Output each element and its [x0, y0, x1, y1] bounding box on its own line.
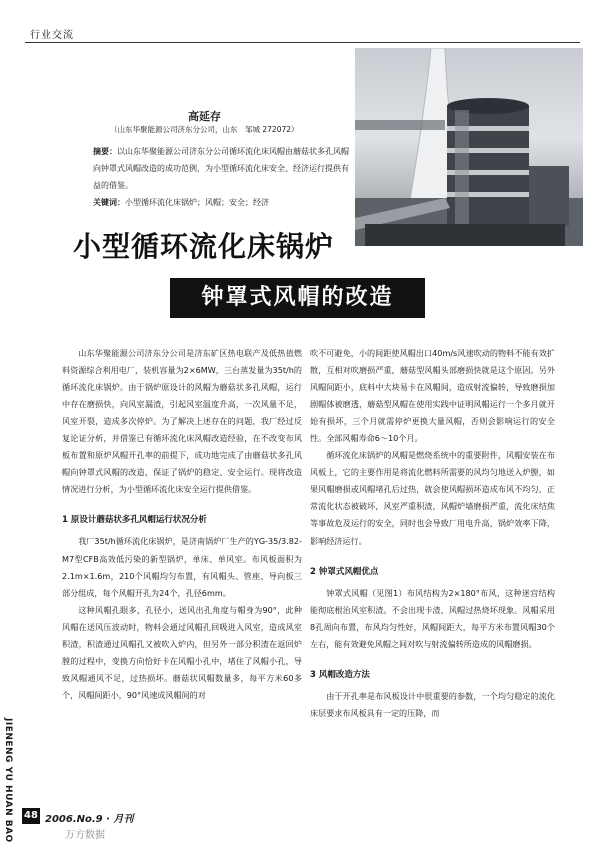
keywords-text: 小型循环流化床锅炉；风帽；安全；经济 [125, 198, 269, 207]
page-number: 48 [24, 810, 38, 821]
section-1-paragraph-4: 循环流化床锅炉的风帽是燃烧系统中的重要附件，风帽安装在布风板上，它的主要作用是将流化燃料所需要的风均匀地送入炉膛，如果风帽磨损或风帽堵孔后过热，就会使风帽损坏造成布风不均匀，正常流化状态被破坏，风室严重积渣，风帽炉墙磨损严重，流化床结焦等事故危及运行的安全，同时也会导致厂用电升高，锅炉效率下降，影响经济运行。 [310, 450, 555, 546]
keywords [93, 194, 355, 211]
section-3-paragraph-1: 由于开孔率是布风板设计中很重要的参数，一个均匀稳定的流化床层要求布风板具有一定的压降，而 [310, 690, 555, 718]
article-subtitle: 钟罩式风帽的改造 [201, 285, 394, 310]
boiler-photo [355, 48, 583, 246]
abstract-label: 摘要： [93, 147, 117, 156]
journal-name-vertical: JIENENG YU HUAN BAO [3, 718, 13, 843]
author-name: 高延存 [188, 110, 221, 123]
section-1-heading: 1 原设计蘑菇状多孔风帽运行状况分析 [62, 515, 207, 526]
abstract-block [93, 143, 355, 211]
abstract-text: 以山东华聚能源公司济东分公司循环流化床风帽由蘑菇状多孔风帽向钟罩式风帽改造的成功范例，为小型循环流化床安全、经济运行提供有益的借鉴。 [93, 147, 349, 190]
watermark: 万方数据 [65, 830, 105, 841]
section-2-paragraph-1: 钟罩式风帽（见图1）布风结构为2×180°布风，这种迷宫结构能彻底根治风室积渣。不会出现卡渣，风帽过热烧坏现象。风帽采用8孔周向布置，布风均匀性好，风帽间距大，每平方米布置风帽30个左右，能有效避免风帽之间对吹与射流偏转所造成的风帽磨损。 [310, 587, 555, 649]
article-title: 小型循环流化床锅炉 [73, 230, 335, 263]
abstract [93, 143, 355, 194]
issue-info: 2006.No.9 · 月刊 [45, 814, 134, 825]
section-label: 行业交流 [30, 30, 74, 41]
body-column-right [310, 345, 555, 722]
section-3-heading: 3 风帽改造方法 [310, 669, 370, 680]
section-2-heading: 2 钟罩式风帽优点 [310, 566, 379, 577]
section-1-paragraph-1: 我厂35t/h循环流化床锅炉，是济南锅炉厂生产的YG-35/3.82-M7型CFB高效低污染的新型锅炉，单床、单风室。布风板面积为2.1m×1.6m，210个风帽均匀布置，有风帽头、管座、导向板三部分组成，每个风帽开孔为24个，孔径6mm。 [62, 536, 302, 598]
intro-paragraph: 山东华聚能源公司济东分公司是济东矿区热电联产及低热值燃料资源综合利用电厂，装机容量为2×6MW，三台蒸发量为35t/h的循环流化床锅炉。由于锅炉原设计的风帽为蘑菇状多孔风帽，运行中存在磨损快，向风室漏渣，引起风室温度升高，一次风量不足，风室开裂，造成多次停炉。为了解决上述存在的问题，我厂经过反复论证分析，并借鉴已有循环流化床风帽改造经验，在不改变布风板布置和原炉风帽开孔率的前提下，成功地完成了由蘑菇状多孔风帽向钟罩式风帽的改造，保证了锅炉的稳定、安全运行。现将改造情况进行分析，为小型循环流化床安全运行提供借鉴。 [62, 348, 302, 495]
header-rule [25, 42, 580, 43]
section-1-paragraph-2: 这种风帽孔眼多，孔径小，送风出孔角度与帽身为90°，此种风帽在送风压波动时，物料会通过风帽孔回吸进入风室，造成风室积渣，积渣通过风帽孔又被吹入炉内，但另外一部分积渣在返回炉膛的过程中，变换方向恰好卡在风帽小孔中，堵住了风帽小孔，导致风帽通风不足，过热损坏。蘑菇状风帽数量多，每平方米60多个，风帽间距小，90°风速成风帽间的对 [62, 604, 302, 700]
keywords-label: 关键词： [93, 198, 125, 207]
body-column-left [62, 345, 302, 704]
section-1-paragraph-3: 吹不可避免，小的间距使风帽出口40m/s风速吹动的物料不能有效扩散，互相对吹磨损严重，蘑菇型风帽头部磨损快就是这个原因。另外风帽间距小，底料中大块易卡在风帽间，造成射流偏转，导致磨损加剧帽体被磨透，蘑菇型风帽在使用实践中证明风帽运行一个多月就开始有损坏，三个月就需停炉更换大量风帽，否则会影响运行的安全性。全部风帽寿命6～10个月。 [310, 348, 555, 444]
author-affiliation: （山东华聚能源公司济东分公司，山东 邹城 272072） [110, 125, 299, 134]
